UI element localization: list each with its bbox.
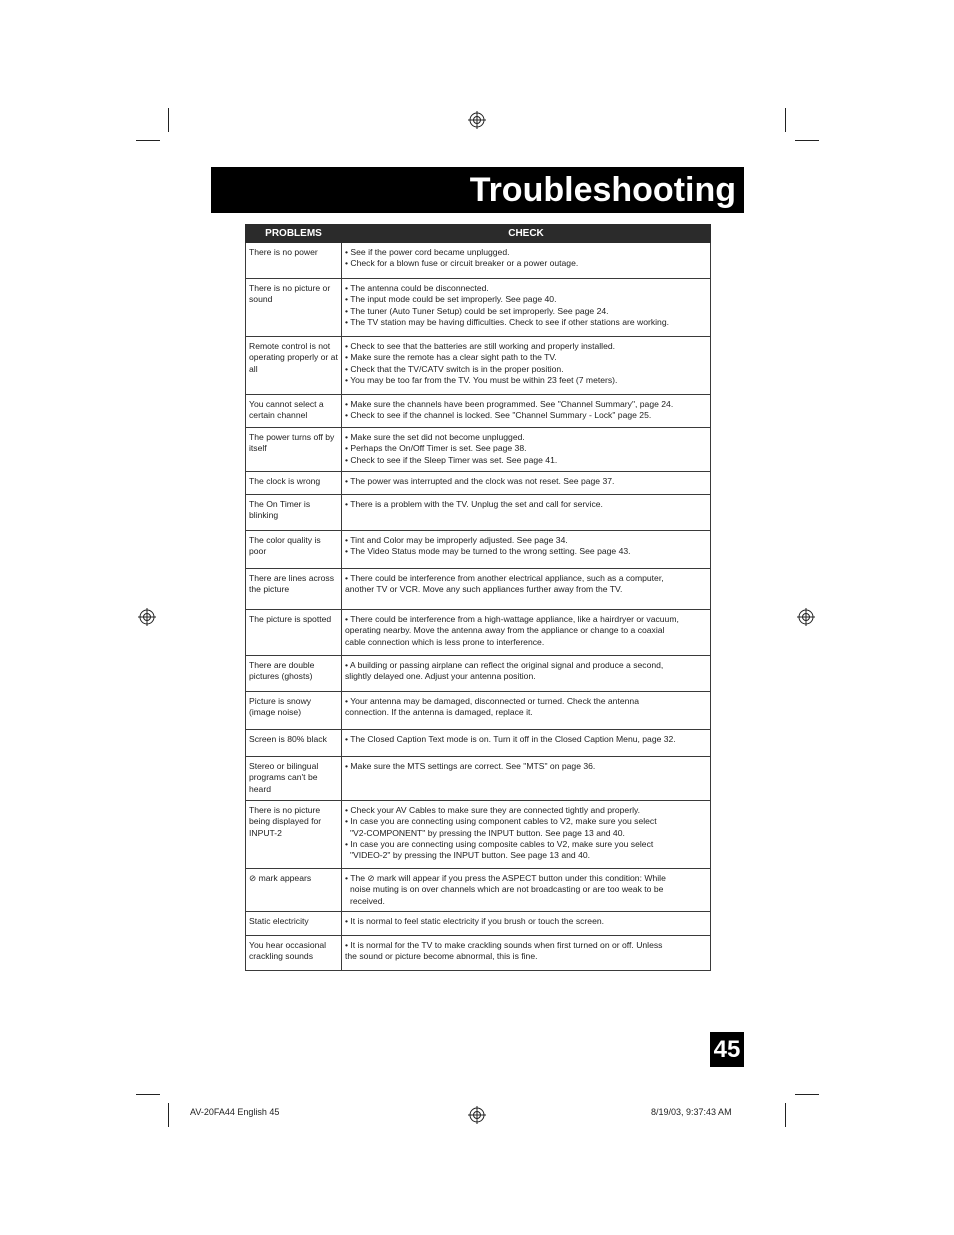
check-item: • There could be interference from another electrical appliance, such as a computer,: [345, 573, 664, 583]
check-cell: [342, 610, 711, 656]
check-cell: [342, 757, 711, 801]
check-item: • You may be too far from the TV. You must be within 23 feet (7 meters).: [345, 374, 618, 385]
crop-mark: [136, 140, 160, 141]
check-item: operating nearby. Move the antenna away from the appliance or change to a coaxial: [345, 625, 665, 636]
check-item: the sound or picture become abnormal, this is fine.: [345, 951, 538, 962]
check-item: another TV or VCR. Move any such appliances further away from the TV.: [345, 584, 623, 595]
check-cell: [342, 656, 711, 692]
table-row: [246, 801, 711, 869]
problem-cell: There are lines across the picture: [246, 569, 342, 610]
check-item: • Check your AV Cables to make sure they are connected tightly and properly.: [345, 805, 641, 815]
registration-mark-icon: [468, 1106, 486, 1124]
check-item: • The ⊘ mark will appear if you press the ASPECT button under this condition: While: [345, 873, 666, 883]
check-item: • The tuner (Auto Tuner Setup) could be set improperly. See page 24.: [345, 305, 609, 316]
table-row: [246, 428, 711, 472]
check-item: • The input mode could be set improperly. See page 40.: [345, 294, 557, 305]
crop-mark: [795, 140, 819, 141]
check-item: • In case you are connecting using composite cables to V2, make sure you select: [345, 838, 654, 849]
check-cell: [342, 531, 711, 569]
problem-cell: The power turns off by itself: [246, 428, 342, 472]
registration-mark-icon: [138, 608, 156, 626]
check-cell: [342, 569, 711, 610]
table-row: [246, 243, 711, 279]
check-item: received.: [350, 895, 385, 906]
check-item: • Check to see if the channel is locked. See "Channel Summary - Lock" page 25.: [345, 410, 652, 421]
check-item: noise muting is on over channels which are not broadcasting or are too weak to be: [350, 884, 664, 895]
crop-mark: [136, 1094, 160, 1095]
table-row: [246, 692, 711, 730]
check-item: • Perhaps the On/Off Timer is set. See page 38.: [345, 443, 527, 454]
registration-mark-icon: [797, 608, 815, 626]
check-item: • Check to see if the Sleep Timer was set. See page 41.: [345, 454, 558, 465]
check-cell: [342, 869, 711, 912]
problem-cell: There are double pictures (ghosts): [246, 656, 342, 692]
check-item: slightly delayed one. Adjust your antenna position.: [345, 671, 536, 682]
table-row: [246, 656, 711, 692]
check-item: • Your antenna may be damaged, disconnected or turned. Check the antenna: [345, 696, 639, 706]
check-item: "V2-COMPONENT" by pressing the INPUT button. See page 13 and 40.: [350, 827, 625, 838]
check-cell: [342, 936, 711, 971]
check-cell: [342, 495, 711, 531]
check-cell: [342, 472, 711, 495]
check-item: • Check for a blown fuse or circuit breaker or a power outage.: [345, 258, 579, 269]
check-item: • In case you are connecting using component cables to V2, make sure you select: [345, 816, 657, 827]
problem-cell: Static electricity: [246, 912, 342, 936]
problem-cell: The color quality is poor: [246, 531, 342, 569]
check-item: • There is a problem with the TV. Unplug the set and call for service.: [345, 499, 603, 509]
crop-mark: [785, 108, 786, 132]
table-row: [246, 869, 711, 912]
table-row: [246, 730, 711, 757]
check-item: • Make sure the channels have been programmed. See "Channel Summary", page 24.: [345, 399, 674, 409]
check-item: • It is normal to feel static electricity if you brush or touch the screen.: [345, 916, 605, 926]
header-check: CHECK: [342, 225, 711, 243]
check-item: • The antenna could be disconnected.: [345, 283, 489, 293]
page-number: 45: [710, 1032, 744, 1067]
header-problems: PROBLEMS: [246, 225, 342, 243]
check-item: connection. If the antenna is damaged, replace it.: [345, 707, 533, 718]
problem-cell: Screen is 80% black: [246, 730, 342, 757]
check-cell: [342, 692, 711, 730]
problem-cell: There is no picture or sound: [246, 279, 342, 337]
crop-mark: [795, 1094, 819, 1095]
check-item: • It is normal for the TV to make crackling sounds when first turned on or off. Unless: [345, 940, 663, 950]
check-cell: [342, 801, 711, 869]
check-cell: [342, 912, 711, 936]
problem-cell: The clock is wrong: [246, 472, 342, 495]
problem-cell: ⊘ mark appears: [246, 869, 342, 912]
table-row: [246, 395, 711, 428]
crop-mark: [168, 1103, 169, 1127]
check-item: • Tint and Color may be improperly adjusted. See page 34.: [345, 535, 568, 545]
check-item: • The TV station may be having difficulties. Check to see if other stations are working.: [345, 316, 670, 327]
check-item: • Make sure the MTS settings are correct. See "MTS" on page 36.: [345, 761, 596, 771]
check-cell: [342, 428, 711, 472]
check-item: • Check to see that the batteries are still working and properly installed.: [345, 341, 616, 351]
table-row: [246, 495, 711, 531]
check-item: cable connection which is less prone to interference.: [345, 636, 545, 647]
check-item: • The power was interrupted and the clock was not reset. See page 37.: [345, 476, 615, 486]
table-header-row: [246, 225, 711, 243]
check-cell: [342, 730, 711, 757]
table-row: [246, 569, 711, 610]
footer-file-info: AV-20FA44 English 45: [190, 1107, 280, 1117]
problem-cell: Remote control is not operating properly or at all: [246, 337, 342, 395]
table-row: [246, 610, 711, 656]
problem-cell: You hear occasional crackling sounds: [246, 936, 342, 971]
problem-cell: The On Timer is blinking: [246, 495, 342, 531]
check-item: • Check that the TV/CATV switch is in the proper position.: [345, 363, 564, 374]
table-row: [246, 531, 711, 569]
table-row: [246, 936, 711, 971]
table-row: [246, 472, 711, 495]
page-title: Troubleshooting: [469, 171, 736, 209]
crop-mark: [168, 108, 169, 132]
table-row: [246, 757, 711, 801]
troubleshooting-table: [245, 224, 711, 971]
check-item: • Make sure the remote has a clear sight path to the TV.: [345, 352, 557, 363]
check-item: • The Closed Caption Text mode is on. Turn it off in the Closed Caption Menu, page 32.: [345, 734, 676, 744]
table-row: [246, 912, 711, 936]
problem-cell: You cannot select a certain channel: [246, 395, 342, 428]
problem-cell: Picture is snowy (image noise): [246, 692, 342, 730]
problem-cell: There is no power: [246, 243, 342, 279]
check-item: • A building or passing airplane can reflect the original signal and produce a second,: [345, 660, 664, 670]
check-item: • There could be interference from a high-wattage appliance, like a hairdryer or vacuum,: [345, 614, 679, 624]
registration-mark-icon: [468, 111, 486, 129]
check-item: "VIDEO-2" by pressing the INPUT button. See page 13 and 40.: [350, 850, 591, 861]
check-item: • The Video Status mode may be turned to the wrong setting. See page 43.: [345, 546, 631, 557]
footer-timestamp: 8/19/03, 9:37:43 AM: [651, 1107, 732, 1117]
check-cell: [342, 395, 711, 428]
problem-cell: There is no picture being displayed for INPUT-2: [246, 801, 342, 869]
table-row: [246, 279, 711, 337]
check-cell: [342, 337, 711, 395]
check-item: • See if the power cord became unplugged.: [345, 247, 510, 257]
problem-cell: Stereo or bilingual programs can't be heard: [246, 757, 342, 801]
problem-cell: The picture is spotted: [246, 610, 342, 656]
title-bar: [211, 167, 744, 213]
crop-mark: [785, 1103, 786, 1127]
table-body: [246, 243, 711, 971]
check-cell: [342, 243, 711, 279]
check-cell: [342, 279, 711, 337]
table-row: [246, 337, 711, 395]
check-item: • Make sure the set did not become unplugged.: [345, 432, 525, 442]
